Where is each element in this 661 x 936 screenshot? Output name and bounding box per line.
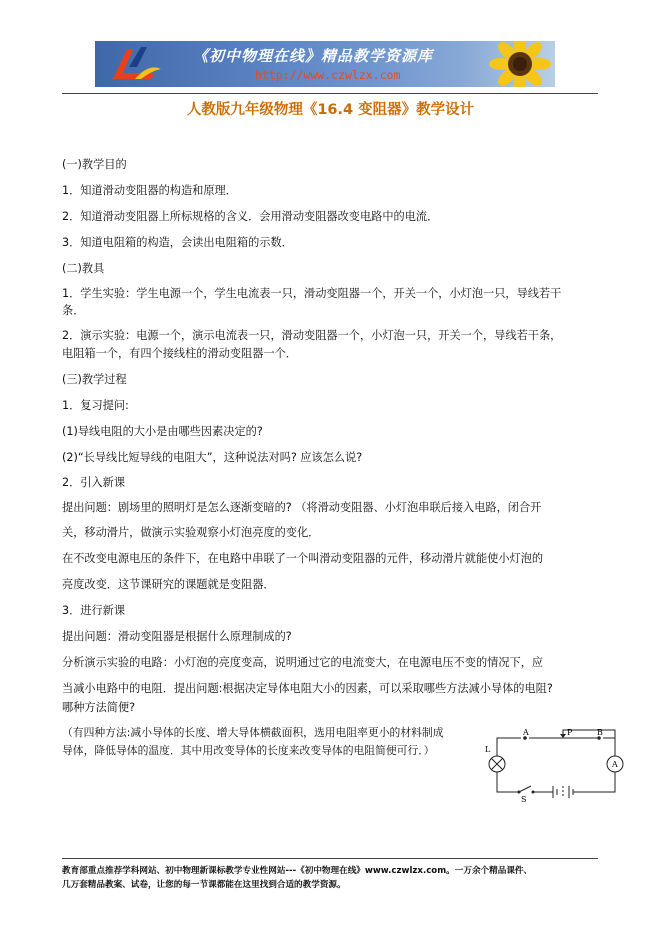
header-banner: [95, 41, 555, 87]
terminal-a-label: A: [523, 728, 529, 737]
footer-line: 几万套精品教案、试卷，让您的每一节课都能在这里找到合适的教学资源。: [62, 880, 346, 890]
paragraph-line: 提出问题：剧场里的照明灯是怎么逐渐变暗的? （将滑动变阻器、小灯泡串联后接入电路，闭合开: [62, 501, 542, 514]
ammeter-label: A: [612, 760, 618, 769]
paragraph-line: 当减小电路中的电阻．提出问题:根据决定导体电阻大小的因素，可以采取哪些方法减小导体的电阻?: [62, 682, 553, 695]
paragraph-line: 电阻箱一个，有四个接线柱的滑动变阻器一个．: [62, 347, 297, 360]
paragraph-line: 关，移动滑片，做演示实验观察小灯泡亮度的变化．: [62, 526, 320, 539]
terminal-b-label: B: [597, 728, 603, 737]
paragraph-line: 2．知道滑动变阻器上所标规格的含义．会用滑动变阻器改变电路中的电流．: [62, 210, 439, 223]
section-heading: (三)教学过程: [62, 373, 127, 386]
site-logo-icon: [105, 45, 163, 83]
paragraph-line: 在不改变电源电压的条件下，在电路中串联了一个叫滑动变阻器的元件，移动滑片就能使小灯泡的: [62, 552, 544, 565]
section-heading: 2．引入新课: [62, 476, 126, 489]
sunflower-icon: [485, 41, 555, 87]
paragraph-line: 导体，降低导体的温度．其中用改变导体的长度来改变导体的电阻简便可行．）: [62, 744, 435, 757]
slider-p-label: P: [567, 728, 573, 737]
section-heading: (二)教具: [62, 262, 105, 275]
paragraph-line: 分析演示实验的电路：小灯泡的亮度变高，说明通过它的电流变大，在电源电压不变的情况下，应: [62, 656, 544, 669]
circuit-diagram: [483, 726, 633, 806]
banner-url: http://www.czwlzx.com: [255, 68, 401, 82]
header-divider: [62, 93, 598, 94]
document-title: 人教版九年级物理《16.4 变阻器》教学设计: [186, 102, 475, 118]
lamp-label: L: [485, 745, 491, 754]
paragraph-line: 3．知道电阻箱的构造，会读出电阻箱的示数．: [62, 236, 293, 249]
footer-line: 教育部重点推荐学科网站、初中物理新课标教学专业性网站---《初中物理在线》www.czwlzx.com。一万余个精品课件、: [62, 866, 533, 876]
switch-label: S: [521, 795, 527, 804]
paragraph-line: 1．复习提问:: [62, 399, 129, 412]
paragraph-line: 2．演示实验：电源一个，演示电流表一只，滑动变阻器一个，小灯泡一只，开关一个，导线若干条，: [62, 329, 562, 342]
paragraph-line: 哪种方法简便?: [62, 701, 136, 714]
paragraph-line: 条．: [62, 304, 85, 317]
paragraph-line: 1．学生实验：学生电源一个，学生电流表一只，滑动变阻器一个，开关一个，小灯泡一只，导线若干: [62, 287, 562, 300]
section-heading: (一)教学目的: [62, 158, 127, 171]
paragraph-line: 提出问题：滑动变阻器是根据什么原理制成的?: [62, 630, 292, 643]
banner-title: 《初中物理在线》精品教学资源库: [193, 47, 434, 65]
paragraph-line: (1)导线电阻的大小是由哪些因素决定的?: [62, 425, 263, 438]
paragraph-line: 亮度改变．这节课研究的课题就是变阻器．: [62, 578, 275, 591]
footer-divider: [62, 858, 598, 859]
paragraph-line: （有四种方法:减小导体的长度、增大导体横截面积，选用电阻率更小的材料制成: [62, 726, 444, 739]
paragraph-line: 1．知道滑动变阻器的构造和原理．: [62, 184, 237, 197]
section-heading: 3．进行新课: [62, 604, 126, 617]
paragraph-line: (2)“长导线比短导线的电阻大”，这种说法对吗? 应该怎么说?: [62, 451, 363, 464]
